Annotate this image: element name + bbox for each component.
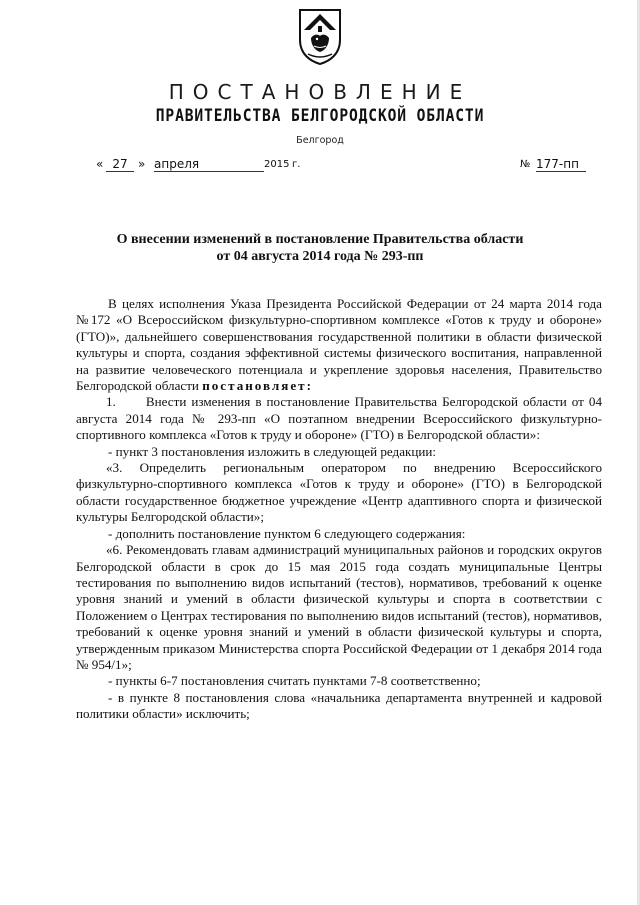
amendment-paragraph-1: - пункт 3 постановления изложить в следующей редакции: [108,443,437,459]
date-day: 27 [106,157,134,172]
date-month: апреля [154,157,264,172]
title-line-1: О внесении изменений в постановление Правительства области [116,232,524,247]
title-line-2: от 04 августа 2014 года № 293-пп [216,249,424,264]
amendment-paragraph-4: «6. Рекомендовать главам администраций муниципальных районов и городских округов Белгородской области в срок до 15 мая 2015 года создать муниципальные Центры тестирования по выполнению видов испытаний (тестов), нормативов, требований к оценке уровня знаний и умений в области физической культуры и спорта в соответствии с Положением о Центрах тестирования по выполнению видов испытаний (тестов), нормативов, требований к оценке уровня знаний и умений в области физической культуры и спорта, утвержденным приказом Министерства спорта Российской Федерации от 1 декабря 2014 года № 954/1»; [76,542,602,672]
city-label: Белгород [296,135,344,146]
date-number-line [88,155,588,177]
preamble-text: В целях исполнения Указа Президента Российской Федерации от 24 марта 2014 года №172 «О Всероссийском физкультурно-спортивном комплексе «Готов к труду и обороне» (ГТО)», дальнейшего совершенствования государственной политики в области физической культуры и спорта, создания эффективной системы физического воспитания, направленной на развитие человеческого потенциала и укрепление здоровья населения, Правительство Белгородской области [76,296,602,394]
item-1-paragraph: 1. Внести изменения в постановление Правительства Белгородской области от 04 августа 2014 года № 293-пп «О поэтапном внедрении Всероссийского физкультурно-спортивного комплекса «Готов к труду и обороне» (ГТО) в Белгородской области»: [76,394,602,443]
document-number: 177-пп [536,157,586,172]
preamble-paragraph [76,296,602,394]
document-body [76,296,602,723]
document-title [60,231,580,265]
date-open-quote: « [96,157,104,171]
amendment-paragraph-3: - дополнить постановление пунктом 6 следующего содержания: [108,525,466,541]
number-label: № [520,159,531,170]
document-type-heading: ПОСТАНОВЛЕНИЕ [168,80,472,104]
amendment-paragraph-6: - в пункте 8 постановления слова «начальника департамента внутренней и кадровой политики области» исключить; [76,689,602,722]
amendment-paragraph-2: «3. Определить региональным оператором по внедрению Всероссийского физкультурно-спортивного комплекса «Готов к труду и обороне» (ГТО) в Белгородской области государственное бюджетное учреждение «Центр адаптивного спорта и физической культуры Белгородской области»; [76,460,602,525]
decree-word: постановляет: [202,378,313,394]
date-year-suffix: г. [292,159,301,170]
date-close-quote: » [138,157,146,171]
amendment-paragraph-5: - пункты 6-7 постановления считать пунктами 7-8 соответственно; [108,673,481,689]
government-name-heading: ПРАВИТЕЛЬСТВА БЕЛГОРОДСКОЙ ОБЛАСТИ [155,106,485,126]
coat-of-arms-icon [296,6,344,66]
date-year: 2015 [264,159,290,170]
